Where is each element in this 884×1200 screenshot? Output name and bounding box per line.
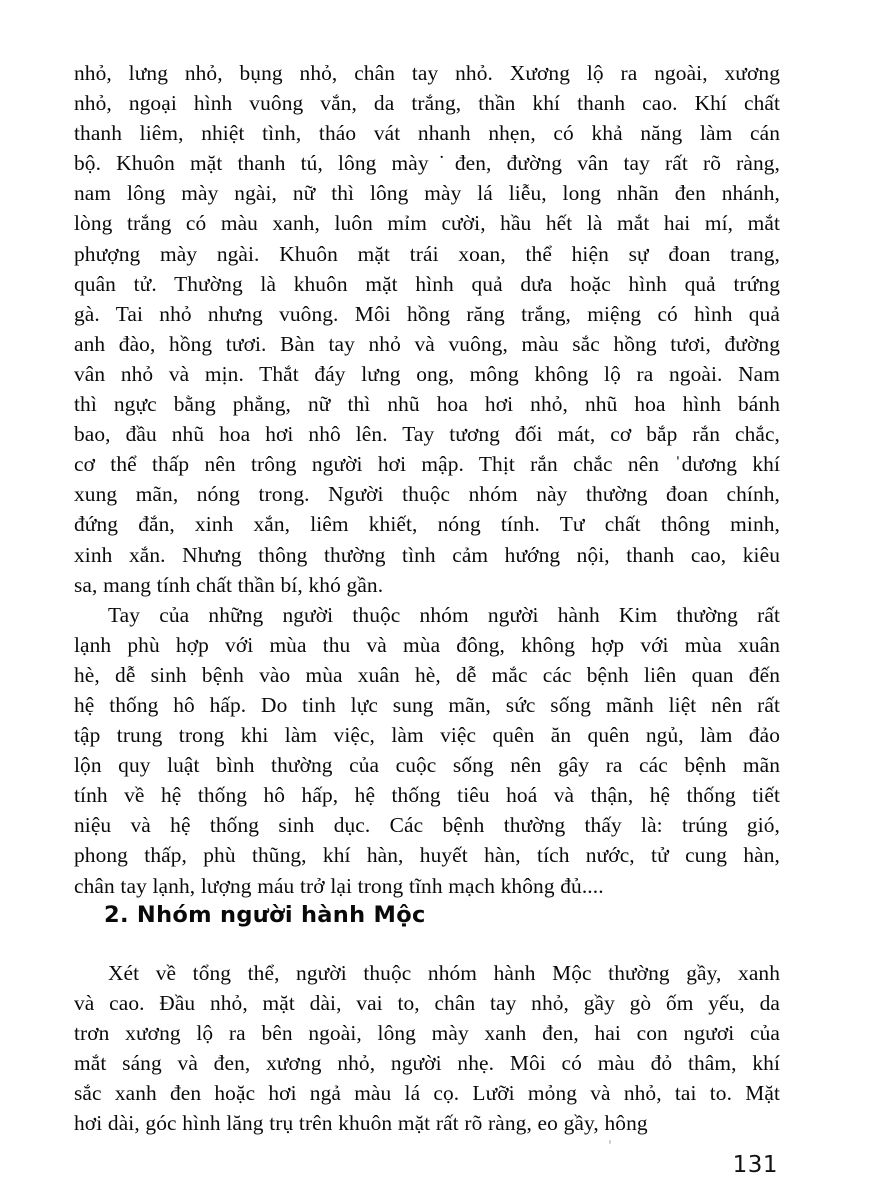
text-line: lộn quy luật bình thường của cuộc sống nên gây ra các bệnh mãn — [74, 753, 780, 778]
text-line: đứng đắn, xinh xắn, liêm khiết, nóng tính. Tư chất thông minh, — [74, 512, 780, 537]
text-line: hè, dễ sinh bệnh vào mùa xuân hè, dễ mắc các bệnh liên quan đến — [74, 662, 780, 687]
text-line: cơ thể thấp nên trông người hơi mập. Thịt rắn chắc nên ˈdương khí — [74, 452, 780, 477]
text-line: xung mãn, nóng trong. Người thuộc nhóm này thường đoan chính, — [74, 482, 780, 507]
text-line: thì ngực bằng phẳng, nữ thì nhũ hoa hơi nhỏ, nhũ hoa hình bánh — [74, 392, 780, 417]
text-line: nhỏ, lưng nhỏ, bụng nhỏ, chân tay nhỏ. Xương lộ ra ngoài, xương — [74, 61, 780, 85]
text-line: sa, mang tính chất thần bí, khó gần. — [74, 572, 384, 597]
text-line: lạnh phù hợp với mùa thu và mùa đông, không hợp với mùa xuân — [74, 632, 780, 657]
text-line: sắc xanh đen hoặc hơi ngả màu lá cọ. Lưỡi mỏng và nhỏ, tai to. Mặt — [74, 1081, 780, 1106]
text-line: tập trung trong khi làm việc, làm việc quên ăn quên ngủ, làm đảo — [74, 723, 780, 748]
text-line: xinh xắn. Nhưng thông thường tình cảm hướng nội, thanh cao, kiêu — [74, 542, 780, 567]
text-line: hệ thống hô hấp. Do tinh lực sung mãn, sức sống mãnh liệt nên rất — [74, 692, 780, 717]
section-heading: 2. Nhóm người hành Mộc — [104, 902, 426, 928]
text-line: gà. Tai nhỏ nhưng vuông. Môi hồng răng trắng, miệng có hình quả — [74, 301, 780, 326]
text-line: quân tử. Thường là khuôn mặt hình quả dưa hoặc hình quả trứng — [74, 271, 780, 296]
text-line: nam lông mày ngài, nữ thì lông mày lá liễu, long nhãn đen nhánh, — [74, 181, 780, 206]
text-line: bao, đầu nhũ hoa hơi nhô lên. Tay tương đối mát, cơ bắp rắn chắc, — [74, 422, 780, 447]
text-line: phượng mày ngài. Khuôn mặt trái xoan, thể hiện sự đoan trang, — [74, 241, 780, 266]
paragraph-moc-traits — [74, 958, 780, 1139]
paragraph-kim-hands — [74, 600, 780, 901]
page-text-column — [74, 58, 780, 901]
text-line: mắt sáng và đen, xương nhỏ, người nhẹ. Môi có màu đỏ thâm, khí — [74, 1051, 780, 1076]
text-line: trơn xương lộ ra bên ngoài, lông mày xanh đen, hai con ngươi của — [74, 1021, 780, 1046]
text-line: phong thấp, phù thũng, khí hàn, huyết hàn, tích nước, tử cung hàn, — [74, 843, 780, 868]
paragraph-kim-traits — [74, 58, 780, 600]
text-line: tính về hệ thống hô hấp, hệ thống tiêu hoá và thận, hệ thống tiết — [74, 783, 780, 808]
text-line: bộ. Khuôn mặt thanh tú, lông mày˙đen, đường vân tay rất rõ ràng, — [74, 151, 780, 176]
page-text-column-after-heading — [74, 958, 780, 1139]
text-line: thanh liêm, nhiệt tình, tháo vát nhanh nhẹn, có khả năng làm cán — [74, 121, 780, 146]
scan-speck — [609, 1140, 611, 1144]
text-line: Xét về tổng thể, người thuộc nhóm hành Mộc thường gầy, xanh — [108, 961, 780, 985]
text-line: chân tay lạnh, lượng máu trở lại trong tĩnh mạch không đủ.... — [74, 873, 604, 898]
text-line: niệu và hệ thống sinh dục. Các bệnh thường thấy là: trúng gió, — [74, 813, 780, 838]
text-line: và cao. Đầu nhỏ, mặt dài, vai to, chân tay nhỏ, gầy gò ốm yếu, da — [74, 991, 780, 1016]
text-line: lòng trắng có màu xanh, luôn mỉm cười, hầu hết là mắt hai mí, mắt — [74, 211, 780, 236]
text-line: hơi dài, góc hình lăng trụ trên khuôn mặt rất rõ ràng, eo gầy, hông — [74, 1111, 648, 1136]
text-line: Tay của những người thuộc nhóm người hành Kim thường rất — [108, 602, 780, 627]
text-line: nhỏ, ngoại hình vuông vắn, da trắng, thần khí thanh cao. Khí chất — [74, 91, 780, 116]
page-number: 131 — [732, 1152, 778, 1178]
text-line: vân nhỏ và mịn. Thắt đáy lưng ong, mông không lộ ra ngoài. Nam — [74, 361, 780, 386]
text-line: anh đào, hồng tươi. Bàn tay nhỏ và vuông, màu sắc hồng tươi, đường — [74, 331, 780, 356]
